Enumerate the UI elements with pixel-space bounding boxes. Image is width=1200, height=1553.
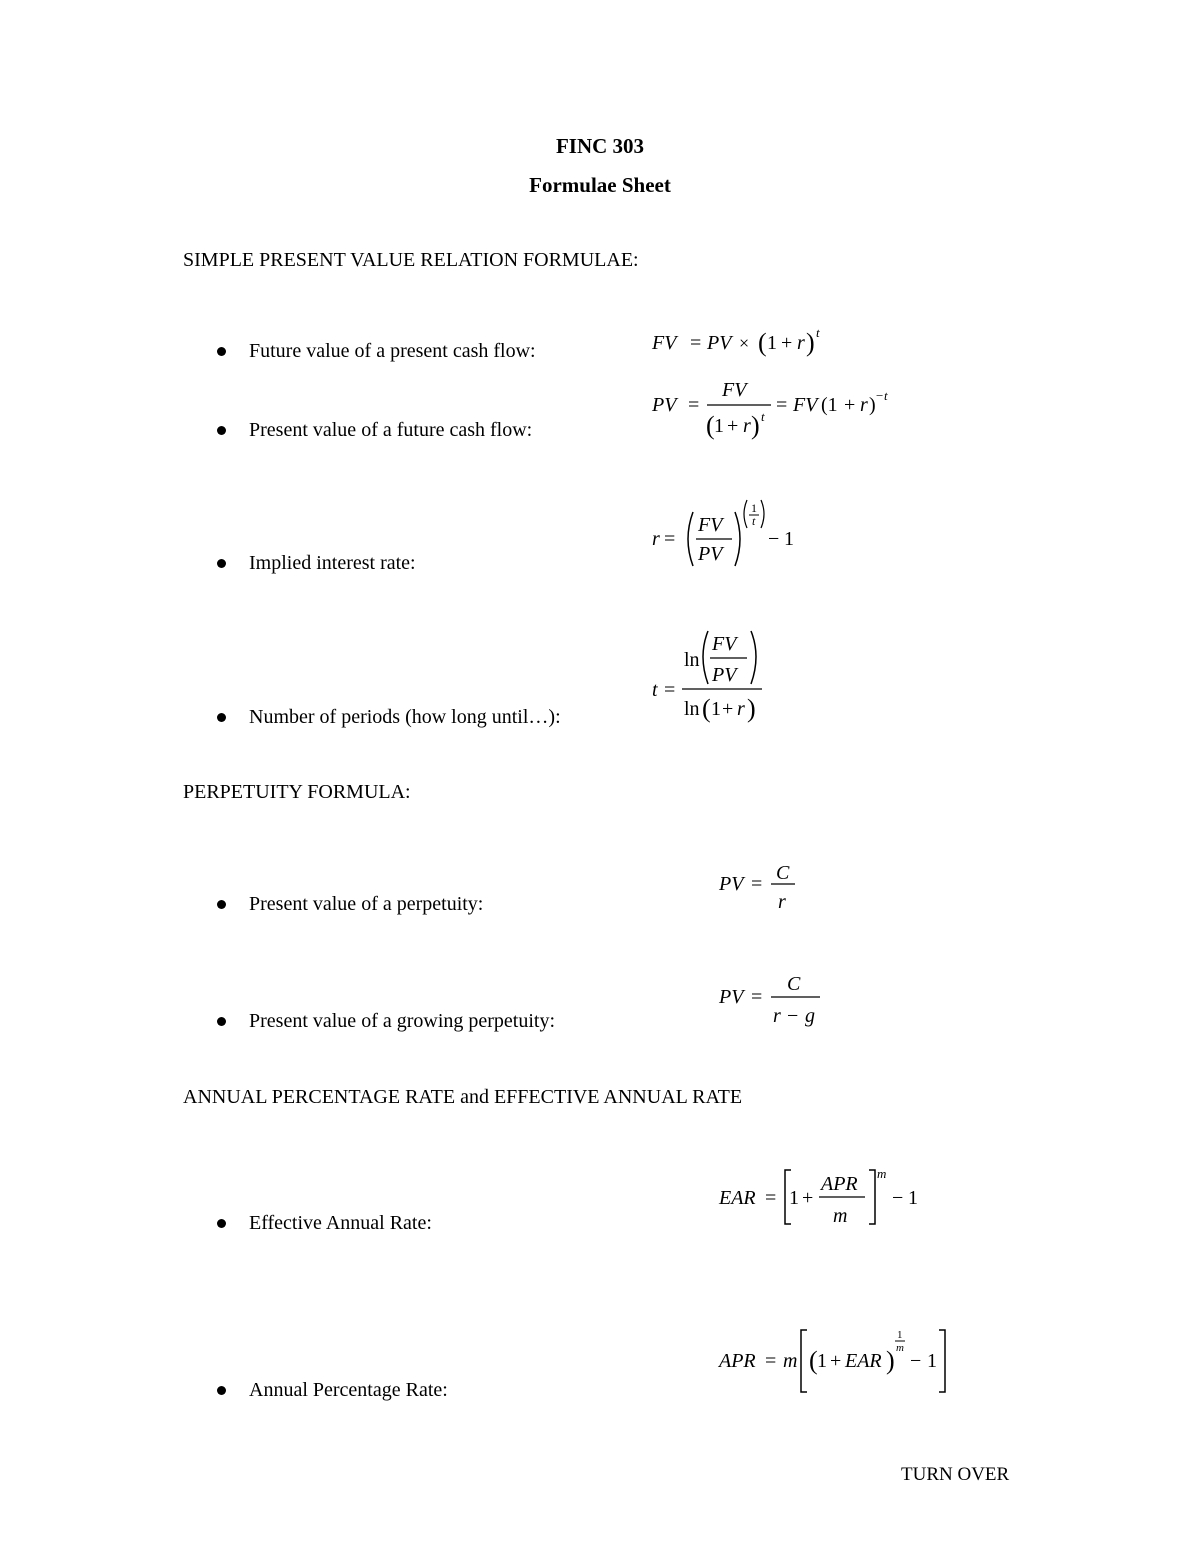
svg-text:FV: FV (698, 514, 723, 536)
turn-over-note: TURN OVER (901, 1464, 1010, 1485)
svg-text:C: C (787, 973, 801, 995)
svg-text:=: = (776, 394, 788, 416)
svg-text:=: = (690, 332, 702, 354)
svg-text:1: 1 (817, 1350, 827, 1372)
svg-text:EAR: EAR (845, 1350, 882, 1372)
item-label-pv: Present value of a future cash flow: (249, 419, 533, 441)
svg-text:1: 1 (927, 1350, 937, 1372)
formula-ear (717, 1164, 927, 1230)
svg-text:+: + (830, 1350, 842, 1372)
svg-text:FV: FV (652, 332, 677, 354)
svg-text:r: r (860, 394, 868, 416)
svg-text:r: r (743, 415, 751, 437)
svg-text:+: + (722, 698, 734, 720)
bullet-icon (217, 900, 226, 909)
bullet-icon (217, 1386, 226, 1395)
svg-text:PV: PV (719, 873, 744, 895)
svg-text:m: m (783, 1350, 798, 1372)
list-item-fv (217, 340, 536, 363)
svg-text:−: − (910, 1350, 922, 1372)
formula-apr (717, 1324, 957, 1396)
formula-periods (650, 626, 780, 726)
svg-text:APR: APR (719, 1350, 756, 1372)
svg-text:1: 1 (908, 1187, 918, 1209)
svg-text:−: − (892, 1187, 904, 1209)
svg-text:m: m (896, 1342, 904, 1354)
svg-text:1: 1 (784, 528, 794, 550)
svg-text:m: m (833, 1205, 848, 1227)
svg-text:ln: ln (684, 649, 700, 671)
svg-text:r: r (773, 1005, 781, 1027)
svg-text:−: − (768, 528, 780, 550)
svg-text:): ) (806, 328, 815, 357)
svg-text:PV: PV (707, 332, 732, 354)
svg-text:−: − (787, 1005, 799, 1027)
formula-gperp (717, 968, 827, 1030)
page-subtitle: Formulae Sheet (529, 173, 671, 197)
svg-text:(: ( (702, 694, 711, 723)
svg-text:EAR: EAR (719, 1187, 756, 1209)
svg-text:APR: APR (821, 1173, 858, 1195)
svg-text:1: 1 (767, 332, 777, 354)
svg-text:(1: (1 (821, 394, 838, 416)
bullet-icon (217, 1219, 226, 1228)
section-heading-apr-ear: ANNUAL PERCENTAGE RATE and EFFECTIVE ANNUAL RATE (183, 1086, 743, 1108)
bullet-icon (217, 713, 226, 722)
item-label-fv: Future value of a present cash flow: (249, 340, 536, 362)
svg-text:t: t (884, 388, 888, 403)
svg-text:): ) (869, 394, 876, 416)
svg-text:FV: FV (793, 394, 818, 416)
bullet-icon (217, 1017, 226, 1026)
svg-text:=: = (765, 1350, 777, 1372)
item-label-perp: Present value of a perpetuity: (249, 893, 484, 915)
section-heading-perpetuity: PERPETUITY FORMULA: (183, 781, 411, 803)
svg-text:): ) (886, 1346, 895, 1375)
list-item-pv (217, 419, 532, 442)
svg-text:FV: FV (712, 633, 737, 655)
bullet-icon (217, 559, 226, 568)
list-item-perp (217, 893, 483, 916)
svg-text:(: ( (809, 1346, 818, 1375)
svg-text:=: = (664, 679, 676, 701)
svg-text:1: 1 (714, 415, 724, 437)
item-label-apr: Annual Percentage Rate: (249, 1379, 448, 1401)
formula-pv (650, 376, 900, 442)
svg-text:1: 1 (789, 1187, 799, 1209)
item-label-ear: Effective Annual Rate: (249, 1212, 432, 1234)
svg-text:t: t (816, 325, 820, 340)
list-item-apr (217, 1379, 448, 1402)
svg-text:=: = (688, 394, 700, 416)
svg-text:=: = (751, 986, 763, 1008)
svg-text:r: r (778, 891, 786, 913)
svg-text:1: 1 (897, 1329, 903, 1341)
svg-text:=: = (751, 873, 763, 895)
svg-text:PV: PV (652, 394, 677, 416)
list-item-periods (217, 706, 561, 729)
svg-text:+: + (781, 332, 793, 354)
svg-text:r: r (797, 332, 805, 354)
item-label-gperp: Present value of a growing perpetuity: (249, 1010, 556, 1032)
section-heading-simple-pv: SIMPLE PRESENT VALUE RELATION FORMULAE: (183, 249, 639, 271)
svg-text:(: ( (758, 328, 767, 357)
svg-text:=: = (765, 1187, 777, 1209)
svg-text:): ) (747, 694, 756, 723)
list-item-gperp (217, 1010, 555, 1033)
svg-text:PV: PV (712, 664, 737, 686)
item-label-rate: Implied interest rate: (249, 552, 416, 574)
bullet-icon (217, 426, 226, 435)
svg-text:g: g (805, 1005, 815, 1027)
svg-text:): ) (751, 411, 760, 440)
course-title: FINC 303 (555, 134, 645, 158)
formula-rate (650, 494, 810, 574)
svg-text:t: t (652, 679, 658, 701)
formula-perp (717, 858, 807, 918)
list-item-ear (217, 1212, 432, 1235)
svg-text:PV: PV (719, 986, 744, 1008)
svg-text:r: r (737, 698, 745, 720)
svg-text:+: + (802, 1187, 814, 1209)
svg-text:=: = (664, 528, 676, 550)
svg-text:ln: ln (684, 698, 700, 720)
svg-text:+: + (727, 415, 739, 437)
svg-text:×: × (739, 333, 750, 353)
formula-fv (650, 325, 830, 359)
svg-text:t: t (752, 514, 756, 528)
svg-text:+: + (844, 394, 856, 416)
svg-text:PV: PV (698, 543, 723, 565)
svg-text:C: C (776, 862, 790, 884)
svg-text:1: 1 (751, 501, 757, 515)
svg-text:m: m (877, 1166, 887, 1181)
item-label-periods: Number of periods (how long until…): (249, 706, 561, 728)
svg-text:1: 1 (711, 698, 721, 720)
bullet-icon (217, 347, 226, 356)
svg-text:−: − (876, 388, 884, 403)
svg-text:FV: FV (722, 379, 747, 401)
svg-text:t: t (761, 409, 765, 424)
list-item-rate (217, 552, 416, 575)
svg-text:r: r (652, 528, 660, 550)
svg-text:(: ( (706, 411, 715, 440)
